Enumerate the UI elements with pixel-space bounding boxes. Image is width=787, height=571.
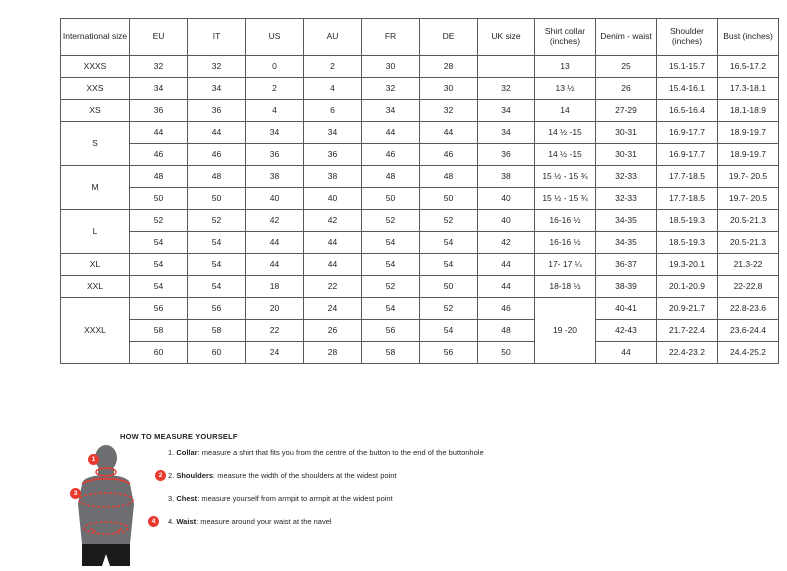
table-cell: 30-31 [596, 122, 657, 144]
row-size-label: XXXS [61, 56, 130, 78]
header-bust: Bust (inches) [718, 19, 779, 56]
table-cell: 32-33 [596, 166, 657, 188]
table-cell: 30 [362, 56, 420, 78]
table-cell: 16.5-16.4 [657, 100, 718, 122]
table-row [61, 298, 779, 320]
table-cell: 13 [535, 56, 596, 78]
table-cell: 20.1-20.9 [657, 276, 718, 298]
table-cell: 52 [130, 210, 188, 232]
table-cell: 54 [188, 276, 246, 298]
table-cell: 34 [304, 122, 362, 144]
table-cell: 50 [130, 188, 188, 210]
table-cell: 46 [420, 144, 478, 166]
table-cell: 50 [478, 342, 535, 364]
table-cell: 54 [420, 254, 478, 276]
table-row [61, 210, 779, 232]
table-cell: 27-29 [596, 100, 657, 122]
table-cell: 16-16 ½ [535, 210, 596, 232]
row-size-label: XXXL [61, 298, 130, 364]
table-row [61, 320, 779, 342]
table-cell: 4 [246, 100, 304, 122]
table-cell: 38 [246, 166, 304, 188]
table-cell: 34 [362, 100, 420, 122]
header-us: US [246, 19, 304, 56]
table-cell: 42-43 [596, 320, 657, 342]
header-eu: EU [130, 19, 188, 56]
table-cell: 21.7-22.4 [657, 320, 718, 342]
table-cell: 28 [304, 342, 362, 364]
table-cell: 48 [420, 166, 478, 188]
table-cell: 15.4-16.1 [657, 78, 718, 100]
table-cell: 54 [130, 254, 188, 276]
table-cell: 54 [362, 298, 420, 320]
cell-shirt-collar: 19 -20 [535, 298, 596, 364]
table-cell: 21.3-22 [718, 254, 779, 276]
table-cell: 17.3-18.1 [718, 78, 779, 100]
table-cell: 54 [362, 254, 420, 276]
header-denim-waist: Denim - waist [596, 19, 657, 56]
table-cell: 56 [362, 320, 420, 342]
table-cell: 48 [478, 320, 535, 342]
table-row [61, 78, 779, 100]
how-to-measure-list [168, 448, 668, 541]
header-au: AU [304, 19, 362, 56]
item-number: 4. [168, 517, 177, 527]
table-cell: 44 [596, 342, 657, 364]
table-cell: 18.1-18.9 [718, 100, 779, 122]
marker-1: 1 [88, 454, 99, 465]
table-cell: 56 [420, 342, 478, 364]
table-cell: 32-33 [596, 188, 657, 210]
table-cell: 52 [362, 276, 420, 298]
table-cell: 19.7- 20.5 [718, 166, 779, 188]
table-cell: 54 [130, 232, 188, 254]
table-cell: 34 [246, 122, 304, 144]
table-cell: 18.5-19.3 [657, 210, 718, 232]
how-to-measure-title: HOW TO MEASURE YOURSELF [120, 432, 238, 441]
item-number: 1. [168, 448, 177, 457]
table-cell: 26 [304, 320, 362, 342]
table-cell: 52 [420, 210, 478, 232]
table-cell: 15.1-15.7 [657, 56, 718, 78]
row-size-label: M [61, 166, 130, 210]
table-cell: 54 [188, 254, 246, 276]
table-cell: 34 [478, 100, 535, 122]
table-cell: 32 [478, 78, 535, 100]
table-cell: 18.5-19.3 [657, 232, 718, 254]
table-cell: 18.9-19.7 [718, 144, 779, 166]
table-row [61, 276, 779, 298]
item-text: : measure a shirt that fits you from the centre of the button to the end of the buttonhole [197, 448, 484, 457]
row-size-label: S [61, 122, 130, 166]
table-cell: 30-31 [596, 144, 657, 166]
table-cell: 34 [130, 78, 188, 100]
how-to-measure-item [168, 517, 668, 527]
table-cell: 52 [362, 210, 420, 232]
marker-4: 4 [148, 516, 159, 527]
table-cell: 34 [188, 78, 246, 100]
table-cell: 44 [188, 122, 246, 144]
table-cell: 16.5-17.2 [718, 56, 779, 78]
table-cell: 54 [420, 320, 478, 342]
table-cell: 60 [188, 342, 246, 364]
table-cell: 44 [304, 254, 362, 276]
how-to-measure-item [168, 448, 668, 458]
table-cell: 60 [130, 342, 188, 364]
table-cell: 44 [130, 122, 188, 144]
how-to-measure-item [168, 494, 668, 504]
item-text: : measure yourself from armpit to armpit at the widest point [197, 494, 393, 504]
table-cell: 40-41 [596, 298, 657, 320]
table-cell: 46 [362, 144, 420, 166]
table-cell: 18 [246, 276, 304, 298]
table-cell: 6 [304, 100, 362, 122]
table-cell: 54 [188, 232, 246, 254]
table-cell: 4 [304, 78, 362, 100]
item-term: Waist [176, 517, 197, 527]
table-cell: 58 [362, 342, 420, 364]
header-it: IT [188, 19, 246, 56]
table-cell: 0 [246, 56, 304, 78]
table-cell: 38 [304, 166, 362, 188]
torso-figure-icon [60, 444, 170, 566]
table-row [61, 100, 779, 122]
item-text: : measure around your waist at the navel [196, 517, 332, 527]
table-cell: 50 [420, 276, 478, 298]
table-cell: 19.7- 20.5 [718, 188, 779, 210]
table-cell: 24 [246, 342, 304, 364]
table-cell: 20.9-21.7 [657, 298, 718, 320]
table-cell: 50 [188, 188, 246, 210]
table-cell: 38 [478, 166, 535, 188]
item-number: 3. [168, 494, 177, 504]
size-chart-table [60, 18, 779, 364]
table-cell: 50 [420, 188, 478, 210]
table-cell: 22 [246, 320, 304, 342]
table-cell: 14 ½ -15 [535, 122, 596, 144]
table-row [61, 254, 779, 276]
table-cell: 46 [130, 144, 188, 166]
table-cell: 16.9-17.7 [657, 144, 718, 166]
table-cell: 50 [362, 188, 420, 210]
table-cell: 14 [535, 100, 596, 122]
table-cell: 32 [362, 78, 420, 100]
table-body [61, 56, 779, 364]
table-cell: 26 [596, 78, 657, 100]
table-cell: 48 [362, 166, 420, 188]
table-cell: 2 [304, 56, 362, 78]
header-uk-size: UK size [478, 19, 535, 56]
table-cell: 52 [188, 210, 246, 232]
table-cell: 16-16 ½ [535, 232, 596, 254]
table-cell: 56 [188, 298, 246, 320]
row-size-label: XL [61, 254, 130, 276]
table-cell: 20.5-21.3 [718, 232, 779, 254]
table-cell: 18-18 ½ [535, 276, 596, 298]
header-de: DE [420, 19, 478, 56]
table-cell: 18.9-19.7 [718, 122, 779, 144]
table-cell: 22.8-23.6 [718, 298, 779, 320]
table-cell: 22-22.8 [718, 276, 779, 298]
table-cell: 2 [246, 78, 304, 100]
how-to-measure-item [168, 471, 668, 481]
table-cell: 17.7-18.5 [657, 188, 718, 210]
table-cell: 54 [420, 232, 478, 254]
table-cell: 36 [246, 144, 304, 166]
table-cell: 24 [304, 298, 362, 320]
table-cell: 58 [188, 320, 246, 342]
table-cell: 42 [304, 210, 362, 232]
table-cell: 40 [478, 188, 535, 210]
table-cell: 17.7-18.5 [657, 166, 718, 188]
table-cell: 40 [478, 210, 535, 232]
item-term: Chest [176, 494, 198, 504]
table-cell: 17- 17 ¼ [535, 254, 596, 276]
table-cell: 40 [246, 188, 304, 210]
table-cell: 36 [304, 144, 362, 166]
table-cell: 22 [304, 276, 362, 298]
table-row [61, 166, 779, 188]
table-cell: 46 [478, 298, 535, 320]
row-size-label: XXL [61, 276, 130, 298]
table-cell: 42 [246, 210, 304, 232]
table-cell: 24.4-25.2 [718, 342, 779, 364]
table-cell: 44 [478, 276, 535, 298]
item-term: Shoulders [176, 471, 214, 481]
table-cell [478, 56, 535, 78]
table-cell: 23.6-24.4 [718, 320, 779, 342]
item-text: : measure the width of the shoulders at the widest point [213, 471, 397, 481]
table-row [61, 144, 779, 166]
table-cell: 14 ½ -15 [535, 144, 596, 166]
table-cell: 58 [130, 320, 188, 342]
table-cell: 44 [420, 122, 478, 144]
table-row [61, 188, 779, 210]
marker-3: 3 [70, 488, 81, 499]
table-cell: 36 [130, 100, 188, 122]
header-international-size: International size [61, 19, 130, 56]
row-size-label: XS [61, 100, 130, 122]
table-cell: 34-35 [596, 210, 657, 232]
item-number: 2. [168, 471, 177, 481]
table-cell: 16.9-17.7 [657, 122, 718, 144]
table-cell: 36 [478, 144, 535, 166]
table-cell: 42 [478, 232, 535, 254]
table-cell: 20.5-21.3 [718, 210, 779, 232]
table-cell: 34 [478, 122, 535, 144]
table-cell: 38-39 [596, 276, 657, 298]
table-cell: 20 [246, 298, 304, 320]
table-row [61, 232, 779, 254]
table-cell: 13 ½ [535, 78, 596, 100]
table-cell: 52 [420, 298, 478, 320]
table-row [61, 342, 779, 364]
marker-2: 2 [155, 470, 166, 481]
table-cell: 44 [246, 232, 304, 254]
table-cell: 46 [188, 144, 246, 166]
table-cell: 32 [130, 56, 188, 78]
table-cell: 44 [246, 254, 304, 276]
table-row [61, 122, 779, 144]
table-cell: 48 [130, 166, 188, 188]
table-cell: 34-35 [596, 232, 657, 254]
table-cell: 25 [596, 56, 657, 78]
table-cell: 44 [362, 122, 420, 144]
table-cell: 19.3-20.1 [657, 254, 718, 276]
table-cell: 32 [420, 100, 478, 122]
table-cell: 54 [362, 232, 420, 254]
table-cell: 22.4-23.2 [657, 342, 718, 364]
table-cell: 32 [188, 56, 246, 78]
table-cell: 56 [130, 298, 188, 320]
table-cell: 15 ½ - 15 ¾ [535, 166, 596, 188]
table-cell: 30 [420, 78, 478, 100]
table-cell: 44 [478, 254, 535, 276]
table-cell: 36-37 [596, 254, 657, 276]
table-cell: 28 [420, 56, 478, 78]
header-shirt-collar: Shirt collar (inches) [535, 19, 596, 56]
table-cell: 40 [304, 188, 362, 210]
header-shoulder: Shoulder (inches) [657, 19, 718, 56]
row-size-label: L [61, 210, 130, 254]
table-cell: 44 [304, 232, 362, 254]
table-row [61, 56, 779, 78]
table-cell: 36 [188, 100, 246, 122]
body-diagram [60, 444, 170, 566]
table-cell: 48 [188, 166, 246, 188]
table-cell: 15 ½ - 15 ¾ [535, 188, 596, 210]
table-header-row [61, 19, 779, 56]
table-header [61, 19, 779, 56]
table-cell: 54 [130, 276, 188, 298]
header-fr: FR [362, 19, 420, 56]
row-size-label: XXS [61, 78, 130, 100]
item-term: Collar [176, 448, 198, 457]
